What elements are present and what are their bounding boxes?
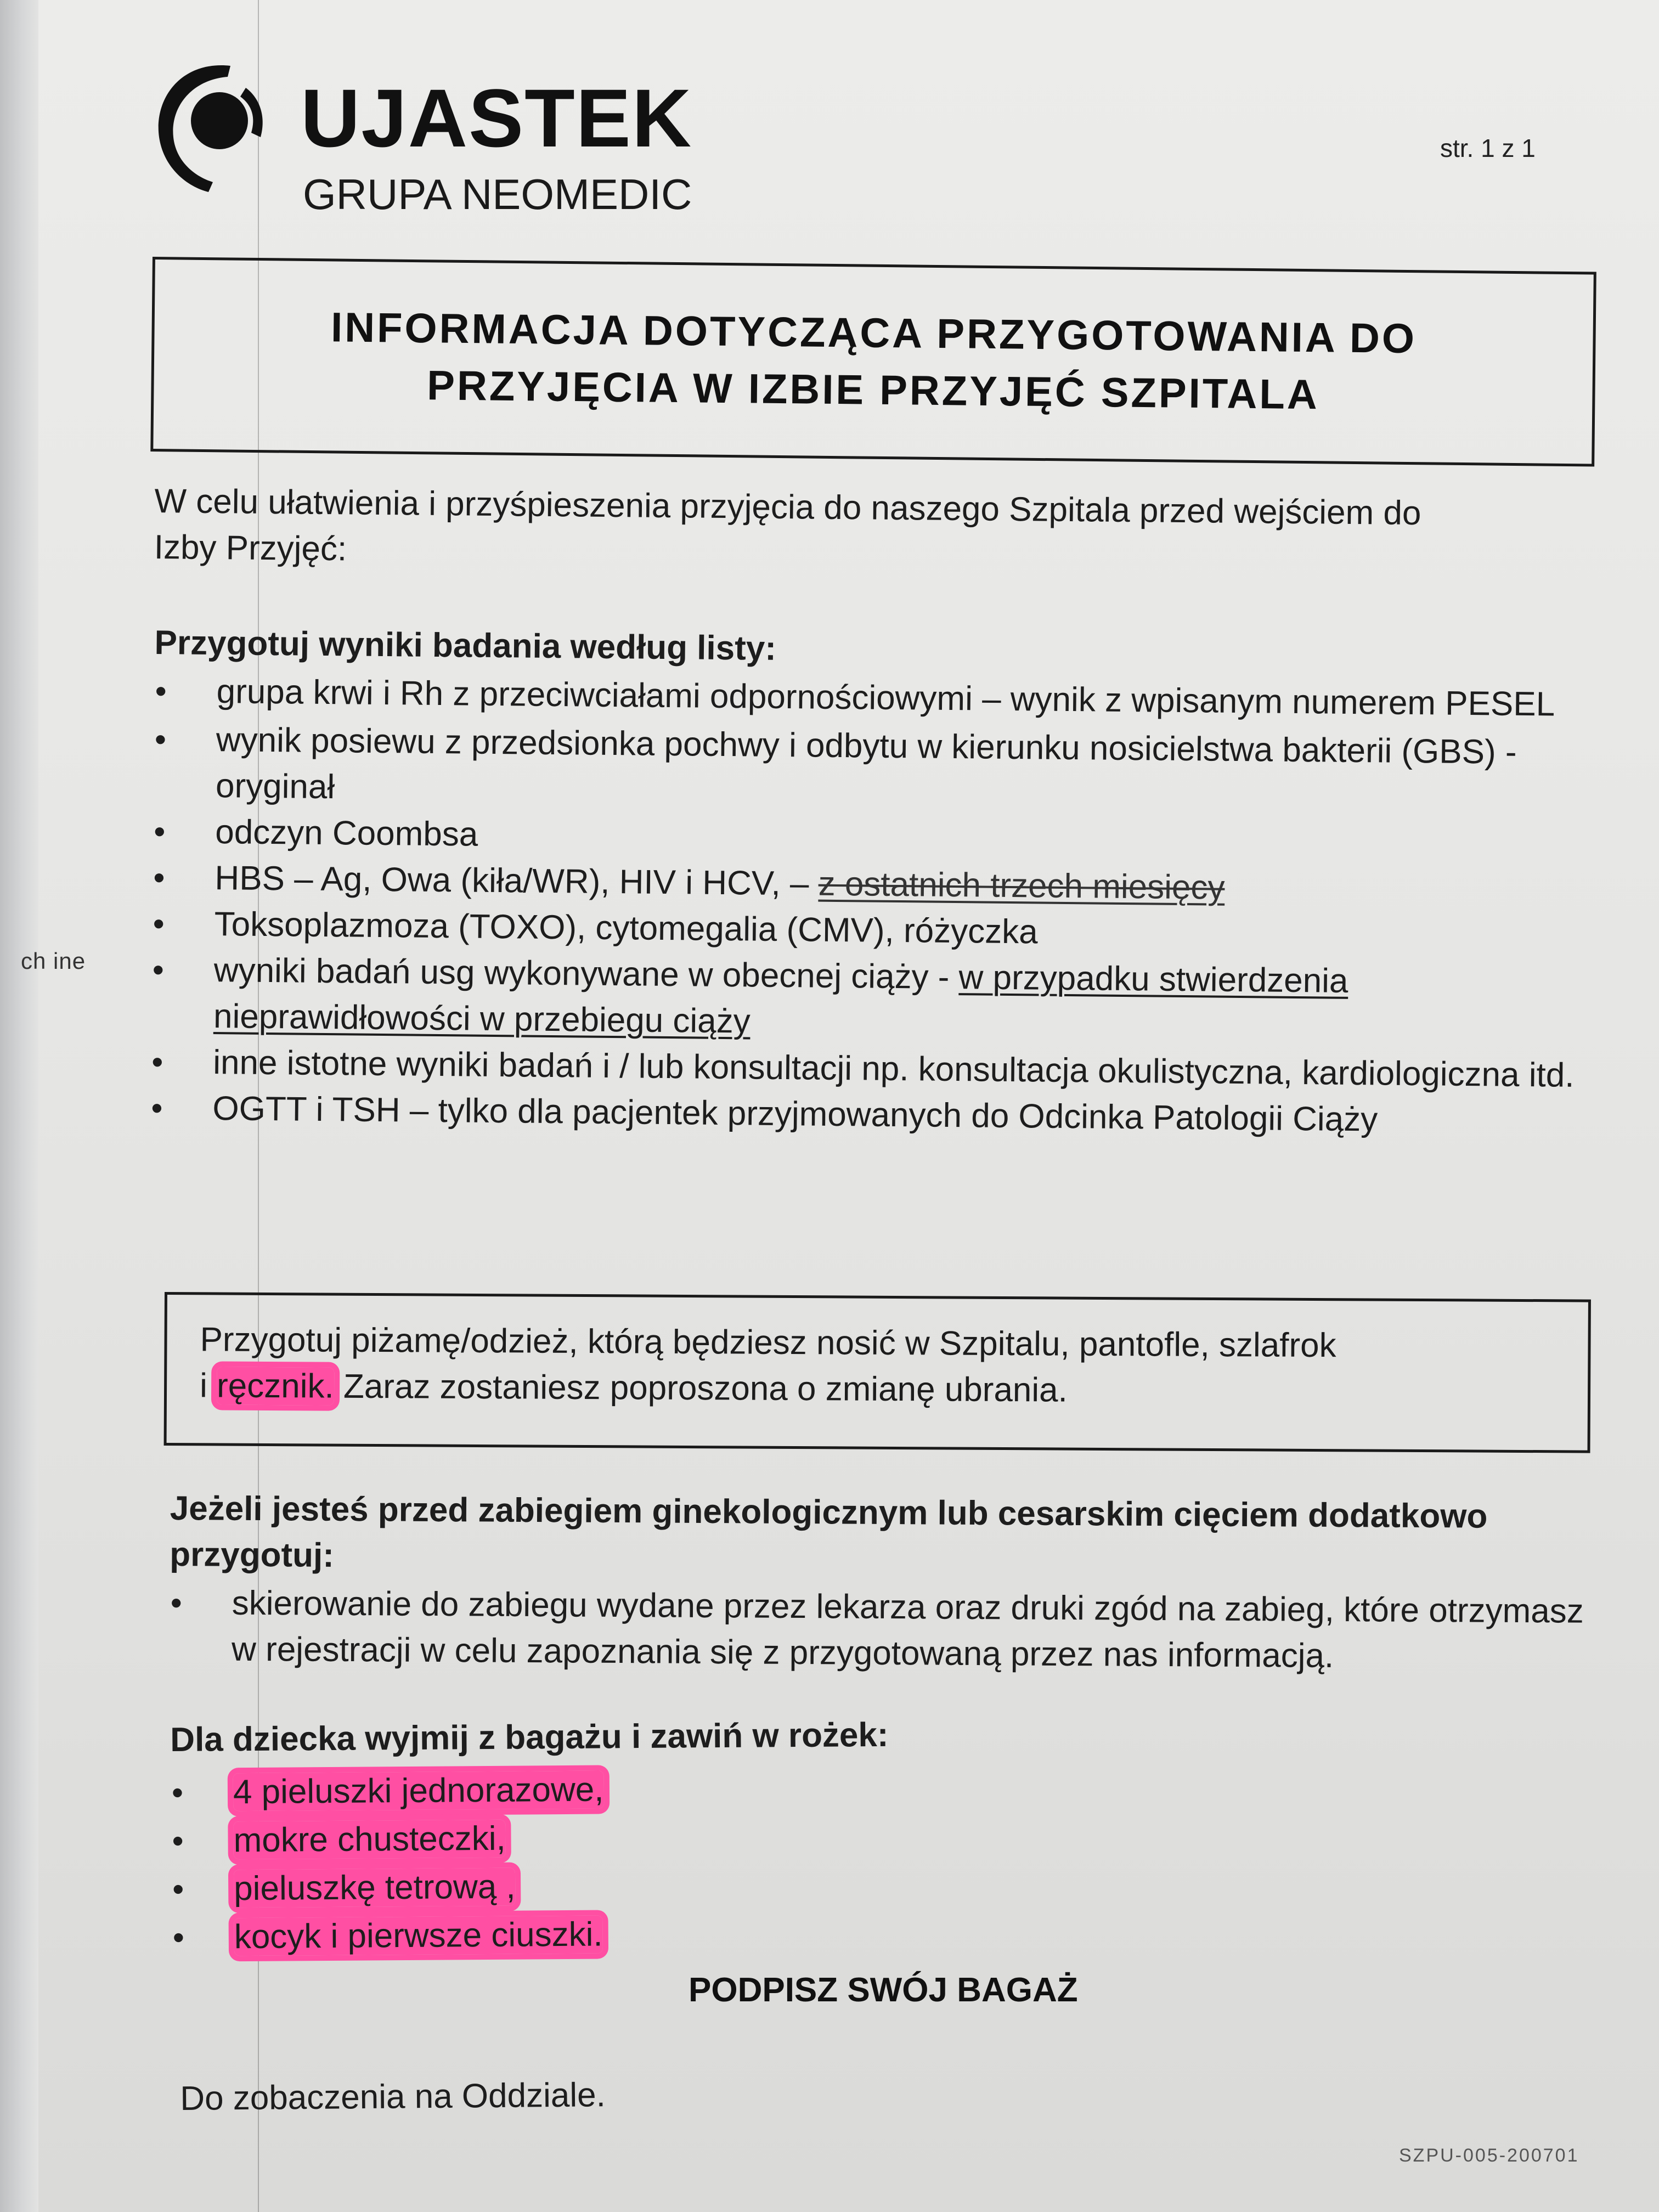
document-code: SZPU-005-200701 (1399, 2145, 1579, 2166)
intro-line-2: Izby Przyjęć: (154, 528, 347, 568)
highlighted-item: 4 pieluszki jednorazowe, (233, 1770, 604, 1812)
brand-subtitle: GRUPA NEOMEDIC (303, 170, 692, 218)
list-item-text: wyniki badań usg wykonywane w obecnej ciąży - (213, 951, 959, 997)
list-item-underlined: z ostatnich trzech miesięcy (818, 865, 1225, 907)
margin-mark: ch ine (21, 948, 86, 974)
highlighted-item: mokre chusteczki, (233, 1819, 506, 1860)
baby-heading: Dla dziecka wyjmij z bagażu i zawiń w rożek: (170, 1716, 889, 1759)
title-box (150, 257, 1596, 467)
results-section (150, 620, 1592, 1145)
list-item-text: OGTT i TSH – tylko dla pacjentek przyjmowanych do Odcinka Patologii Ciąży (212, 1090, 1378, 1139)
paper-edge (0, 0, 38, 2212)
list-item-text: skierowanie do zabiegu wydane przez lekarza oraz druki zgód na zabieg, które otrzymasz w rejestracji w celu zapoznania się z przygotowaną przez nas informacją. (231, 1584, 1584, 1675)
farewell-text: Do zobaczenia na Oddziale. (180, 2076, 606, 2118)
highlighted-item: kocyk i pierwsze ciuszki. (234, 1915, 603, 1956)
list-item-text: wynik posiewu z przedsionka pochwy i odbytu w kierunku nosicielstwa bakterii (GBS) - oryginał (215, 721, 1517, 806)
baby-section (170, 1708, 1488, 1961)
list-item-text: grupa krwi i Rh z przeciwciałami odpornościowymi – wynik z wpisanym numerem PESEL (216, 673, 1555, 724)
procedure-list (169, 1580, 1607, 1681)
list-item-text: HBS – Ag, Owa (kiła/WR), HIV i HCV, – (215, 859, 819, 903)
note-text-2: i (199, 1367, 217, 1405)
list-item-text: Toksoplazmoza (TOXO), cytomegalia (CMV), różyczka (214, 905, 1038, 951)
title-line-1: INFORMACJA DOTYCZĄCA PRZYGOTOWANIA DO (330, 303, 1417, 362)
list-item (171, 1760, 1488, 1816)
list-item (172, 1905, 1489, 1961)
list-item-text: odczyn Coombsa (215, 813, 478, 854)
highlighted-towel: ręcznik. (216, 1367, 334, 1406)
note-text-3: Zaraz zostaniesz poproszona o zmianę ubrania. (334, 1367, 1068, 1409)
list-item-underlined: w przypadku stwierdzenia nieprawidłowości w przebiegu ciąży (213, 958, 1348, 1041)
page-number: str. 1 z 1 (1440, 134, 1536, 162)
results-list (150, 668, 1592, 1145)
title-line-2: PRZYJĘCIA W IZBIE PRZYJĘĆ SZPITALA (426, 362, 1320, 418)
sign-baggage-notice: PODPISZ SWÓJ BAGAŻ (689, 1971, 1078, 2009)
list-item (169, 1580, 1607, 1681)
brand-name: UJASTEK (301, 72, 693, 164)
clothing-note-box (164, 1292, 1591, 1453)
list-item (151, 947, 1589, 1053)
intro-paragraph (154, 478, 1613, 585)
baby-list (171, 1760, 1488, 1961)
note-text-1: Przygotuj piżamę/odzież, którą będziesz nosić w Szpitalu, pantofle, szlafrok (200, 1321, 1336, 1365)
list-item (153, 716, 1591, 822)
ujastek-logo-icon (148, 55, 274, 198)
intro-line-1: W celu ułatwienia i przyśpieszenia przyjęcia do naszego Szpitala przed wejściem do (154, 482, 1421, 533)
procedure-section (169, 1486, 1607, 1681)
list-item (171, 1857, 1488, 1912)
results-heading: Przygotuj wyniki badania według listy: (154, 623, 777, 668)
list-item-text: inne istotne wyniki badań i / lub konsultacji np. konsultacja okulistyczna, kardiologiczna itd. (212, 1043, 1575, 1094)
list-item (171, 1809, 1488, 1864)
procedure-heading: Jeżeli jesteś przed zabiegiem ginekologicznym lub cesarskim cięciem dodatkowo przygotuj: (170, 1489, 1488, 1575)
highlighted-item: pieluszkę tetrową , (233, 1867, 516, 1908)
